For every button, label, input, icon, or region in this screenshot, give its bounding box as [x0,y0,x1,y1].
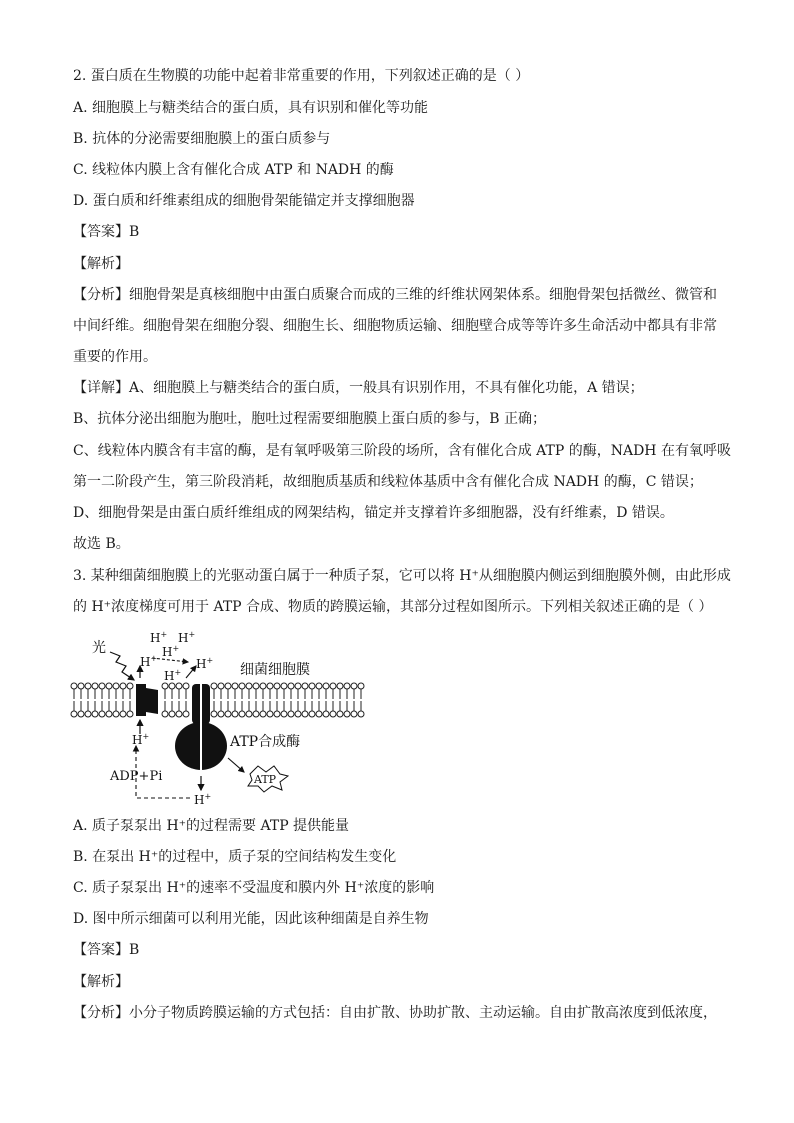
q3-option-c: C. 质子泵泵出 H⁺的速率不受温度和膜内外 H⁺浓度的影响 [73,880,435,896]
h-plus-label-1: H+ [150,630,168,645]
q2-option-c: C. 线粒体内膜上含有催化合成 ATP 和 NADH 的酶 [73,162,394,178]
q3-stem-line-2: 的 H⁺浓度梯度可用于 ATP 合成、物质的跨膜运输，其部分过程如图所示。下列相关叙述正确的是（ ） [73,599,713,615]
h-plus-label-2: H+ [178,630,196,645]
membrane-bilayer [71,683,364,717]
q2-detail-line-4: 第一二阶段产生，第三阶段消耗，故细胞质基质和线粒体基质中含有催化合成 NADH 的酶，C 错误； [73,474,703,490]
h-plus-label-5: H+ [196,656,214,671]
q2-analysis-label: 【解析】 [73,256,129,272]
q3-stem-line-1: 3. 某种细菌细胞膜上的光驱动蛋白属于一种质子泵，它可以将 H⁺从细胞膜内侧运到细胞膜外侧，由此形成 [73,568,731,584]
enzyme-label: ATP合成酶 [230,734,301,750]
q2-detail-line-1: 【详解】A、细胞膜上与糖类结合的蛋白质，一般具有识别作用，不具有催化功能，A 错误； [73,380,644,396]
proton-pump-shape [136,684,158,716]
q3-option-b: B. 在泵出 H⁺的过程中，质子泵的空间结构发生变化 [73,849,397,865]
atp-synthase-shape [175,684,227,790]
q2-option-a: A. 细胞膜上与糖类结合的蛋白质，具有识别和催化等功能 [73,100,429,116]
adp-label: ADP+Pi [110,769,163,784]
q2-option-d: D. 蛋白质和纤维素组成的细胞骨架能锚定并支撑细胞器 [73,193,415,209]
q3-option-d: D. 图中所示细菌可以利用光能，因此该种细菌是自养生物 [73,911,429,927]
q3-answer: 【答案】B [73,942,140,958]
membrane-label: 细菌细胞膜 [240,662,310,678]
h-plus-label-3: H+ [162,644,180,659]
q2-detail-line-3: C、线粒体内膜含有丰富的酶，是有氧呼吸第三阶段的场所，含有催化合成 ATP 的酶，NADH 在有氧呼吸 [73,443,731,459]
atp-burst [248,766,288,792]
q2-analysis-line-1: 【分析】细胞骨架是真核细胞中由蛋白质聚合而成的三维的纤维状网架体系。细胞骨架包括微丝、微管和 [73,287,717,303]
h-plus-label-7: H+ [132,732,150,747]
q2-option-b: B. 抗体的分泌需要细胞膜上的蛋白质参与 [73,131,331,147]
h-plus-label-8: H+ [194,792,212,807]
q2-answer: 【答案】B [73,224,140,240]
q3-analysis-line-1: 【分析】小分子物质跨膜运输的方式包括：自由扩散、协助扩散、主动运输。自由扩散高浓度到低浓度， [73,1005,717,1021]
atp-label: ATP [254,773,277,786]
q2-conclusion: 故选 B。 [73,536,130,552]
q2-analysis-line-2: 中间纤维。细胞骨架在细胞分裂、细胞生长、细胞物质运输、细胞壁合成等等许多生命活动中都具有非常 [73,318,717,334]
q3-option-a: A. 质子泵泵出 H⁺的过程需要 ATP 提供能量 [73,818,350,834]
light-label: 光 [92,640,106,656]
q3-analysis-label: 【解析】 [73,974,129,990]
q2-stem: 2. 蛋白质在生物膜的功能中起着非常重要的作用，下列叙述正确的是（ ） [73,68,530,84]
light-icon [110,652,134,680]
q2-detail-line-5: D、细胞骨架是由蛋白质纤维组成的网架结构，锚定并支撑着许多细胞器，没有纤维素，D 错误。 [73,505,674,521]
h-plus-label-6: H+ [164,668,182,683]
q2-detail-line-2: B、抗体分泌出细胞为胞吐，胞吐过程需要细胞膜上蛋白质的参与，B 正确； [73,411,547,427]
proton-pump-diagram [68,626,368,808]
h-plus-label-4: H+ [140,654,158,669]
q2-analysis-line-3: 重要的作用。 [73,349,157,365]
